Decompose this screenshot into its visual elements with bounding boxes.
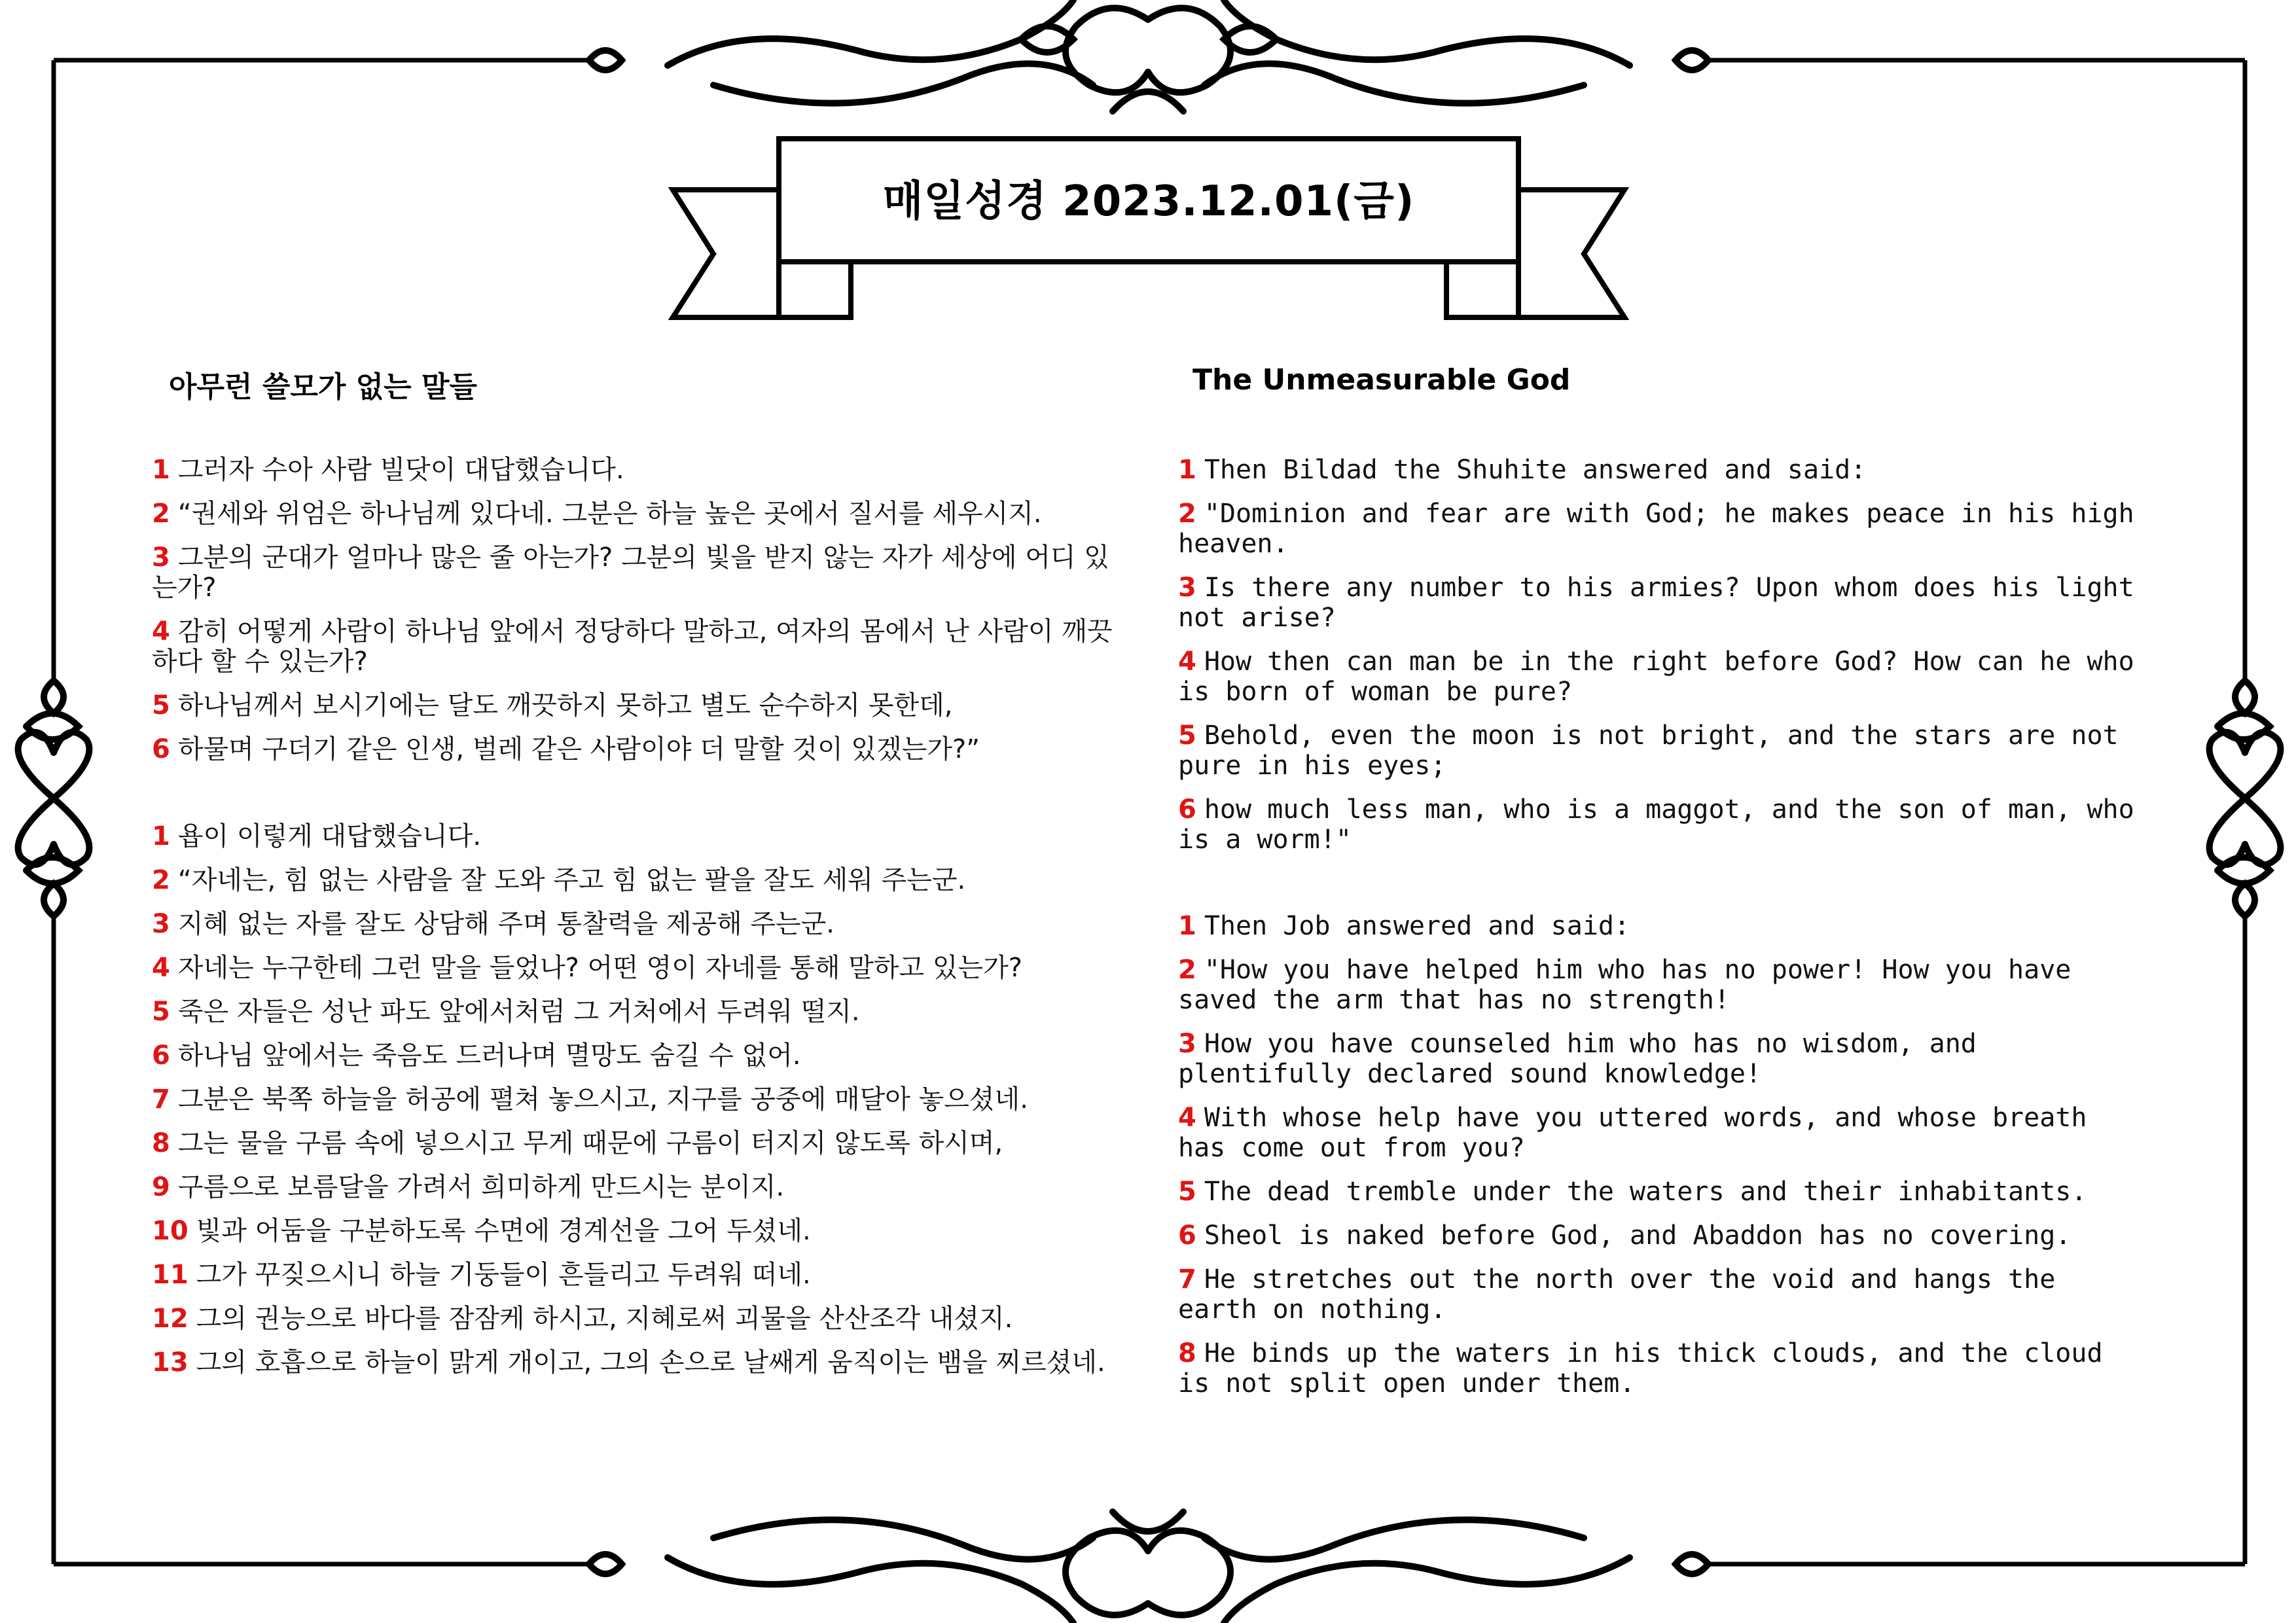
verse-text: 빛과 어둠을 구분하도록 수면에 경계선을 그어 두셨네. — [196, 1216, 811, 1246]
verse-number: 1 — [1178, 455, 1196, 485]
verse-text: 욥이 이렇게 대답했습니다. — [177, 821, 482, 851]
verse-number: 2 — [1178, 499, 1196, 529]
verse-text: 지혜 없는 자를 잘도 상담해 주며 통찰력을 제공해 주는군. — [177, 909, 834, 939]
verse-text: 하나님께서 보시기에는 달도 깨끗하지 못하고 별도 순수하지 못한데, — [177, 690, 953, 721]
korean-passage-1 — [152, 455, 1114, 778]
verse-text: “권세와 위엄은 하나님께 있다네. 그분은 하늘 높은 곳에서 질서를 세우시지. — [177, 499, 1042, 529]
verse-number: 8 — [152, 1128, 170, 1158]
verse-number: 1 — [1178, 911, 1196, 941]
verse-text: 그는 물을 구름 속에 넣으시고 무게 때문에 구름이 터지지 않도록 하시며, — [177, 1128, 1003, 1158]
verse-number: 5 — [1178, 721, 1196, 751]
verse — [1178, 647, 2147, 707]
verse — [152, 1260, 1114, 1290]
verse — [1178, 794, 2147, 855]
verse-text: 그러자 수아 사람 빌닷이 대답했습니다. — [177, 455, 624, 485]
verse-text: How then can man be in the right before God? How can he who is born of woman be pure? — [1178, 647, 2134, 707]
verse-number: 13 — [152, 1347, 188, 1378]
verse — [152, 1216, 1114, 1246]
verse-number: 11 — [152, 1260, 188, 1290]
verse-number: 6 — [1178, 1221, 1196, 1251]
verse-text: With whose help have you uttered words, and whose breath has come out from you? — [1178, 1103, 2087, 1163]
verse — [1178, 1338, 2147, 1399]
verse-number: 5 — [152, 997, 170, 1027]
verse — [152, 543, 1114, 603]
verse-text: How you have counseled him who has no wisdom, and plentifully declared sound knowledge! — [1178, 1029, 1977, 1089]
verse-text: Then Bildad the Shuhite answered and said: — [1204, 455, 1867, 485]
verse — [1178, 1264, 2147, 1325]
verse-number: 6 — [152, 1041, 170, 1071]
verse — [152, 997, 1114, 1027]
english-section-title: The Unmeasurable God — [1193, 363, 1571, 397]
right-scroll-ornament — [2210, 681, 2281, 916]
verse-number: 1 — [152, 455, 170, 485]
verse — [152, 1304, 1114, 1334]
verse-number: 3 — [1178, 1029, 1196, 1059]
verse-text: The dead tremble under the waters and their inhabitants. — [1204, 1177, 2087, 1207]
verse — [1178, 721, 2147, 781]
verse — [152, 821, 1114, 851]
verse-number: 2 — [1178, 955, 1196, 985]
verse-text: 그분의 군대가 얼마나 많은 줄 아는가? 그분의 빛을 받지 않는 자가 세상에 어디 있는가? — [152, 543, 1109, 603]
verse — [152, 1347, 1114, 1378]
verse — [1178, 1177, 2147, 1207]
verse-text: 하나님 앞에서는 죽음도 드러나며 멸망도 숨길 수 없어. — [177, 1041, 801, 1071]
verse-number: 10 — [152, 1216, 188, 1246]
verse-text: He stretches out the north over the void and hangs the earth on nothing. — [1178, 1264, 2056, 1325]
verse-number: 6 — [152, 734, 170, 764]
verse-number: 7 — [1178, 1264, 1196, 1294]
korean-passage-2 — [152, 821, 1114, 1391]
verse-number: 12 — [152, 1304, 188, 1334]
verse-number: 4 — [152, 953, 170, 983]
verse — [152, 1084, 1114, 1115]
verse — [152, 499, 1114, 529]
verse-number: 3 — [152, 543, 170, 573]
verse — [1178, 911, 2147, 941]
verse-text: 그의 권능으로 바다를 잠잠케 하시고, 지혜로써 괴물을 산산조각 내셨지. — [196, 1304, 1013, 1334]
verse — [152, 865, 1114, 895]
verse-number: 1 — [152, 821, 170, 851]
verse-number: 4 — [1178, 1103, 1196, 1133]
verse-number: 3 — [152, 909, 170, 939]
verse-text: "How you have helped him who has no power! How you have saved the arm that has no strength! — [1178, 955, 2072, 1015]
verse-number: 4 — [152, 616, 170, 647]
verse — [152, 616, 1114, 677]
verse-number: 7 — [152, 1084, 170, 1115]
verse-text: He binds up the waters in his thick clouds, and the cloud is not split open under them. — [1178, 1338, 2103, 1399]
top-scroll-ornament — [589, 0, 1708, 111]
verse — [1178, 1103, 2147, 1163]
verse-number: 5 — [152, 690, 170, 721]
verse-text: Is there any number to his armies? Upon whom does his light not arise? — [1178, 573, 2134, 633]
verse — [152, 455, 1114, 485]
verse — [1178, 1029, 2147, 1089]
verse — [152, 1172, 1114, 1202]
verse-text: “자네는, 힘 없는 사람을 잘 도와 주고 힘 없는 팔을 잘도 세워 주는군. — [177, 865, 966, 895]
verse-text: how much less man, who is a maggot, and the son of man, who is a worm!" — [1178, 794, 2134, 855]
verse — [152, 1128, 1114, 1158]
verse-text: 자네는 누구한테 그런 말을 들었나? 어떤 영이 자네를 통해 말하고 있는가? — [177, 953, 1023, 983]
verse — [152, 909, 1114, 939]
verse-number: 3 — [1178, 573, 1196, 603]
verse-text: 죽은 자들은 성난 파도 앞에서처럼 그 거처에서 두려워 떨지. — [177, 997, 860, 1027]
verse-number: 6 — [1178, 794, 1196, 825]
verse-text: Sheol is naked before God, and Abaddon has no covering. — [1204, 1221, 2072, 1251]
verse — [152, 734, 1114, 764]
verse-number: 8 — [1178, 1338, 1196, 1368]
verse-text: Behold, even the moon is not bright, and the stars are not pure in his eyes; — [1178, 721, 2119, 781]
verse — [152, 953, 1114, 983]
verse — [1178, 455, 2147, 485]
verse — [1178, 499, 2147, 559]
verse-number: 9 — [152, 1172, 170, 1202]
verse-text: 그의 호흡으로 하늘이 맑게 개이고, 그의 손으로 날쌔게 움직이는 뱀을 찌르셨네. — [196, 1347, 1105, 1378]
verse-number: 2 — [152, 865, 170, 895]
verse-text: 감히 어떻게 사람이 하나님 앞에서 정당하다 말하고, 여자의 몸에서 난 사람이 깨끗하다 할 수 있는가? — [152, 616, 1113, 677]
verse-text: 그분은 북쪽 하늘을 허공에 펼쳐 놓으시고, 지구를 공중에 매달아 놓으셨네. — [177, 1084, 1028, 1115]
korean-section-title: 아무런 쓸모가 없는 말들 — [169, 370, 477, 404]
english-passage-1 — [1178, 455, 2147, 868]
verse-text: 구름으로 보름달을 가려서 희미하게 만드시는 분이지. — [177, 1172, 785, 1202]
verse-text: 하물며 구더기 같은 인생, 벌레 같은 사람이야 더 말할 것이 있겠는가?” — [177, 734, 980, 764]
left-scroll-ornament — [18, 681, 90, 916]
verse-text: Then Job answered and said: — [1204, 911, 1630, 941]
verse — [152, 1041, 1114, 1071]
verse-number: 5 — [1178, 1177, 1196, 1207]
verse-text: "Dominion and fear are with God; he makes peace in his high heaven. — [1178, 499, 2134, 559]
verse — [1178, 573, 2147, 633]
verse-number: 2 — [152, 499, 170, 529]
bottom-scroll-ornament — [589, 1512, 1708, 1623]
banner-title: 매일성경 2023.12.01(금) — [882, 177, 1415, 226]
verse-number: 4 — [1178, 647, 1196, 677]
verse — [152, 690, 1114, 721]
english-passage-2 — [1178, 911, 2147, 1412]
verse — [1178, 1221, 2147, 1251]
verse-text: 그가 꾸짖으시니 하늘 기둥들이 흔들리고 두려워 떠네. — [196, 1260, 811, 1290]
verse — [1178, 955, 2147, 1015]
